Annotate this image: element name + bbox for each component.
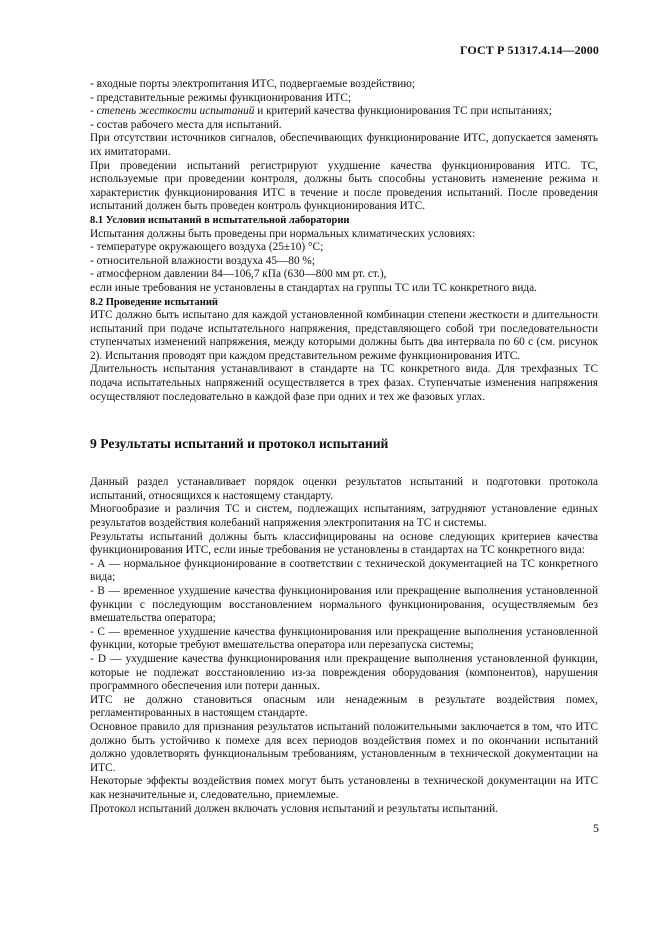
paragraph: Основное правило для признания результатов испытаний положительными заключается в том, что ИТС должно быть устойчиво к помехе для всех периодов воздействия помех и по окончании испытаний должно удовлетворять функциональным требованиям, установленным в технической документации на ИТС. xyxy=(90,720,598,774)
paragraph: ИТС не должно становиться опасным или ненадежным в результате воздействия помех, регламентированных в настоящем стандарте. xyxy=(90,693,598,720)
list-item: - входные порты электропитания ИТС, подвергаемые воздействию; xyxy=(90,78,415,90)
section-heading-9: 9 Результаты испытаний и протокол испытаний xyxy=(90,436,389,452)
paragraph: При отсутствии источников сигналов, обеспечивающих функционирование ИТС, допускается заменять их имитаторами. xyxy=(90,132,598,158)
list-item: - температуре окружающего воздуха (25±10) °С; xyxy=(90,241,324,254)
paragraph: если иные требования не установлены в стандартах на группы ТС или ТС конкретного вида. xyxy=(90,281,537,294)
list-item: - относительной влажности воздуха 45—80 %; xyxy=(90,254,315,267)
paragraph: Результаты испытаний должны быть классифицированы на основе следующих критериев качества функционирования ИТС, если иные требования не установлены в стандартах на ТС конкретного вида: xyxy=(90,530,598,557)
paragraph: Данный раздел устанавливает порядок оценки результатов испытаний и подготовки протокола испытаний, относящихся к настоящему стандарту. xyxy=(90,476,598,502)
document-header: ГОСТ Р 51317.4.14—2000 xyxy=(459,43,599,57)
criterion-d: - D — ухудшение качества функционирования или прекращение выполнения установленной функции, которые не подлежат восстановлению из-за повреждения оборудования (компонентов), нарушения программного обеспечения или потери данных. xyxy=(90,652,598,693)
paragraph: Испытания должны быть проведены при нормальных климатических условиях: xyxy=(90,227,476,240)
list-item: - состав рабочего места для испытаний. xyxy=(90,118,282,131)
list-item xyxy=(90,105,598,119)
section-heading-8-2: 8.2 Проведение испытаний xyxy=(90,296,218,308)
paragraph: Некоторые эффекты воздействия помех могут быть установлены в технической документации на ИТС как незначительные и, следовательно, приемлемые. xyxy=(90,775,598,801)
list-rest: и критерий качества функционирования ТС при испытаниях; xyxy=(254,105,552,118)
paragraph: ИТС должно быть испытано для каждой установленной комбинации степени жесткости и длительности испытаний при подаче испытательного напряжения, представляющего собой три последовательности ступенчатых изменений напряжения, между которыми должны быть два интервала по 60 с (см. рисунок 2). Испытания проводят при каждом представительном режиме функционирования ИТС. xyxy=(90,309,598,362)
paragraph: Протокол испытаний должен включать условия испытаний и результаты испытаний. xyxy=(90,802,498,815)
list-prefix: - xyxy=(90,105,97,118)
document-body xyxy=(90,78,598,816)
italic-term: степень жесткости испытаний xyxy=(96,105,255,118)
page-number: 5 xyxy=(593,821,599,836)
criterion-a: - А — нормальное функционирование в соответствии с технической документацией на ТС конкретного вида; xyxy=(90,557,598,584)
section-heading-8-1: 8.1 Условия испытаний в испытательной лаборатории xyxy=(90,214,350,226)
list-item: - атмосферном давлении 84—106,7 кПа (630—800 мм рт. ст.), xyxy=(90,268,387,281)
criterion-c: - С — временное ухудшение качества функционирования или прекращение выполнения установленной функции, которые требуют вмешательства оператора или перезапуска системы; xyxy=(90,625,598,652)
paragraph: Длительность испытания устанавливают в стандарте на ТС конкретного вида. Для трехфазных ТС подача испытательных напряжений осуществляется в трех фазах. Ступенчатые изменения напряжения осуществляют последовательно в каждой фазе при одних и тех же фазовых углах. xyxy=(90,363,598,403)
list-item: - представительные режимы функционирования ИТС; xyxy=(90,91,352,104)
criterion-b: - В — временное ухудшение качества функционирования или прекращение выполнения установленной функции с последующим восстановлением нормального функционирования, осуществляемым без вмешательства оператора; xyxy=(90,585,598,625)
paragraph: Многообразие и различия ТС и систем, подлежащих испытаниям, затрудняют установление единых результатов воздействия колебаний напряжения электропитания на ТС и системы. xyxy=(90,503,598,530)
paragraph: При проведении испытаний регистрируют ухудшение качества функционирования ИТС. ТС, используемые при проведении контроля, должны быть способны установить изменение режима и характеристик функционирования ИТС в течение и после проведения испытаний. После проведения испытаний должен быть проведен контроль функционирования ИТС. xyxy=(90,159,598,213)
